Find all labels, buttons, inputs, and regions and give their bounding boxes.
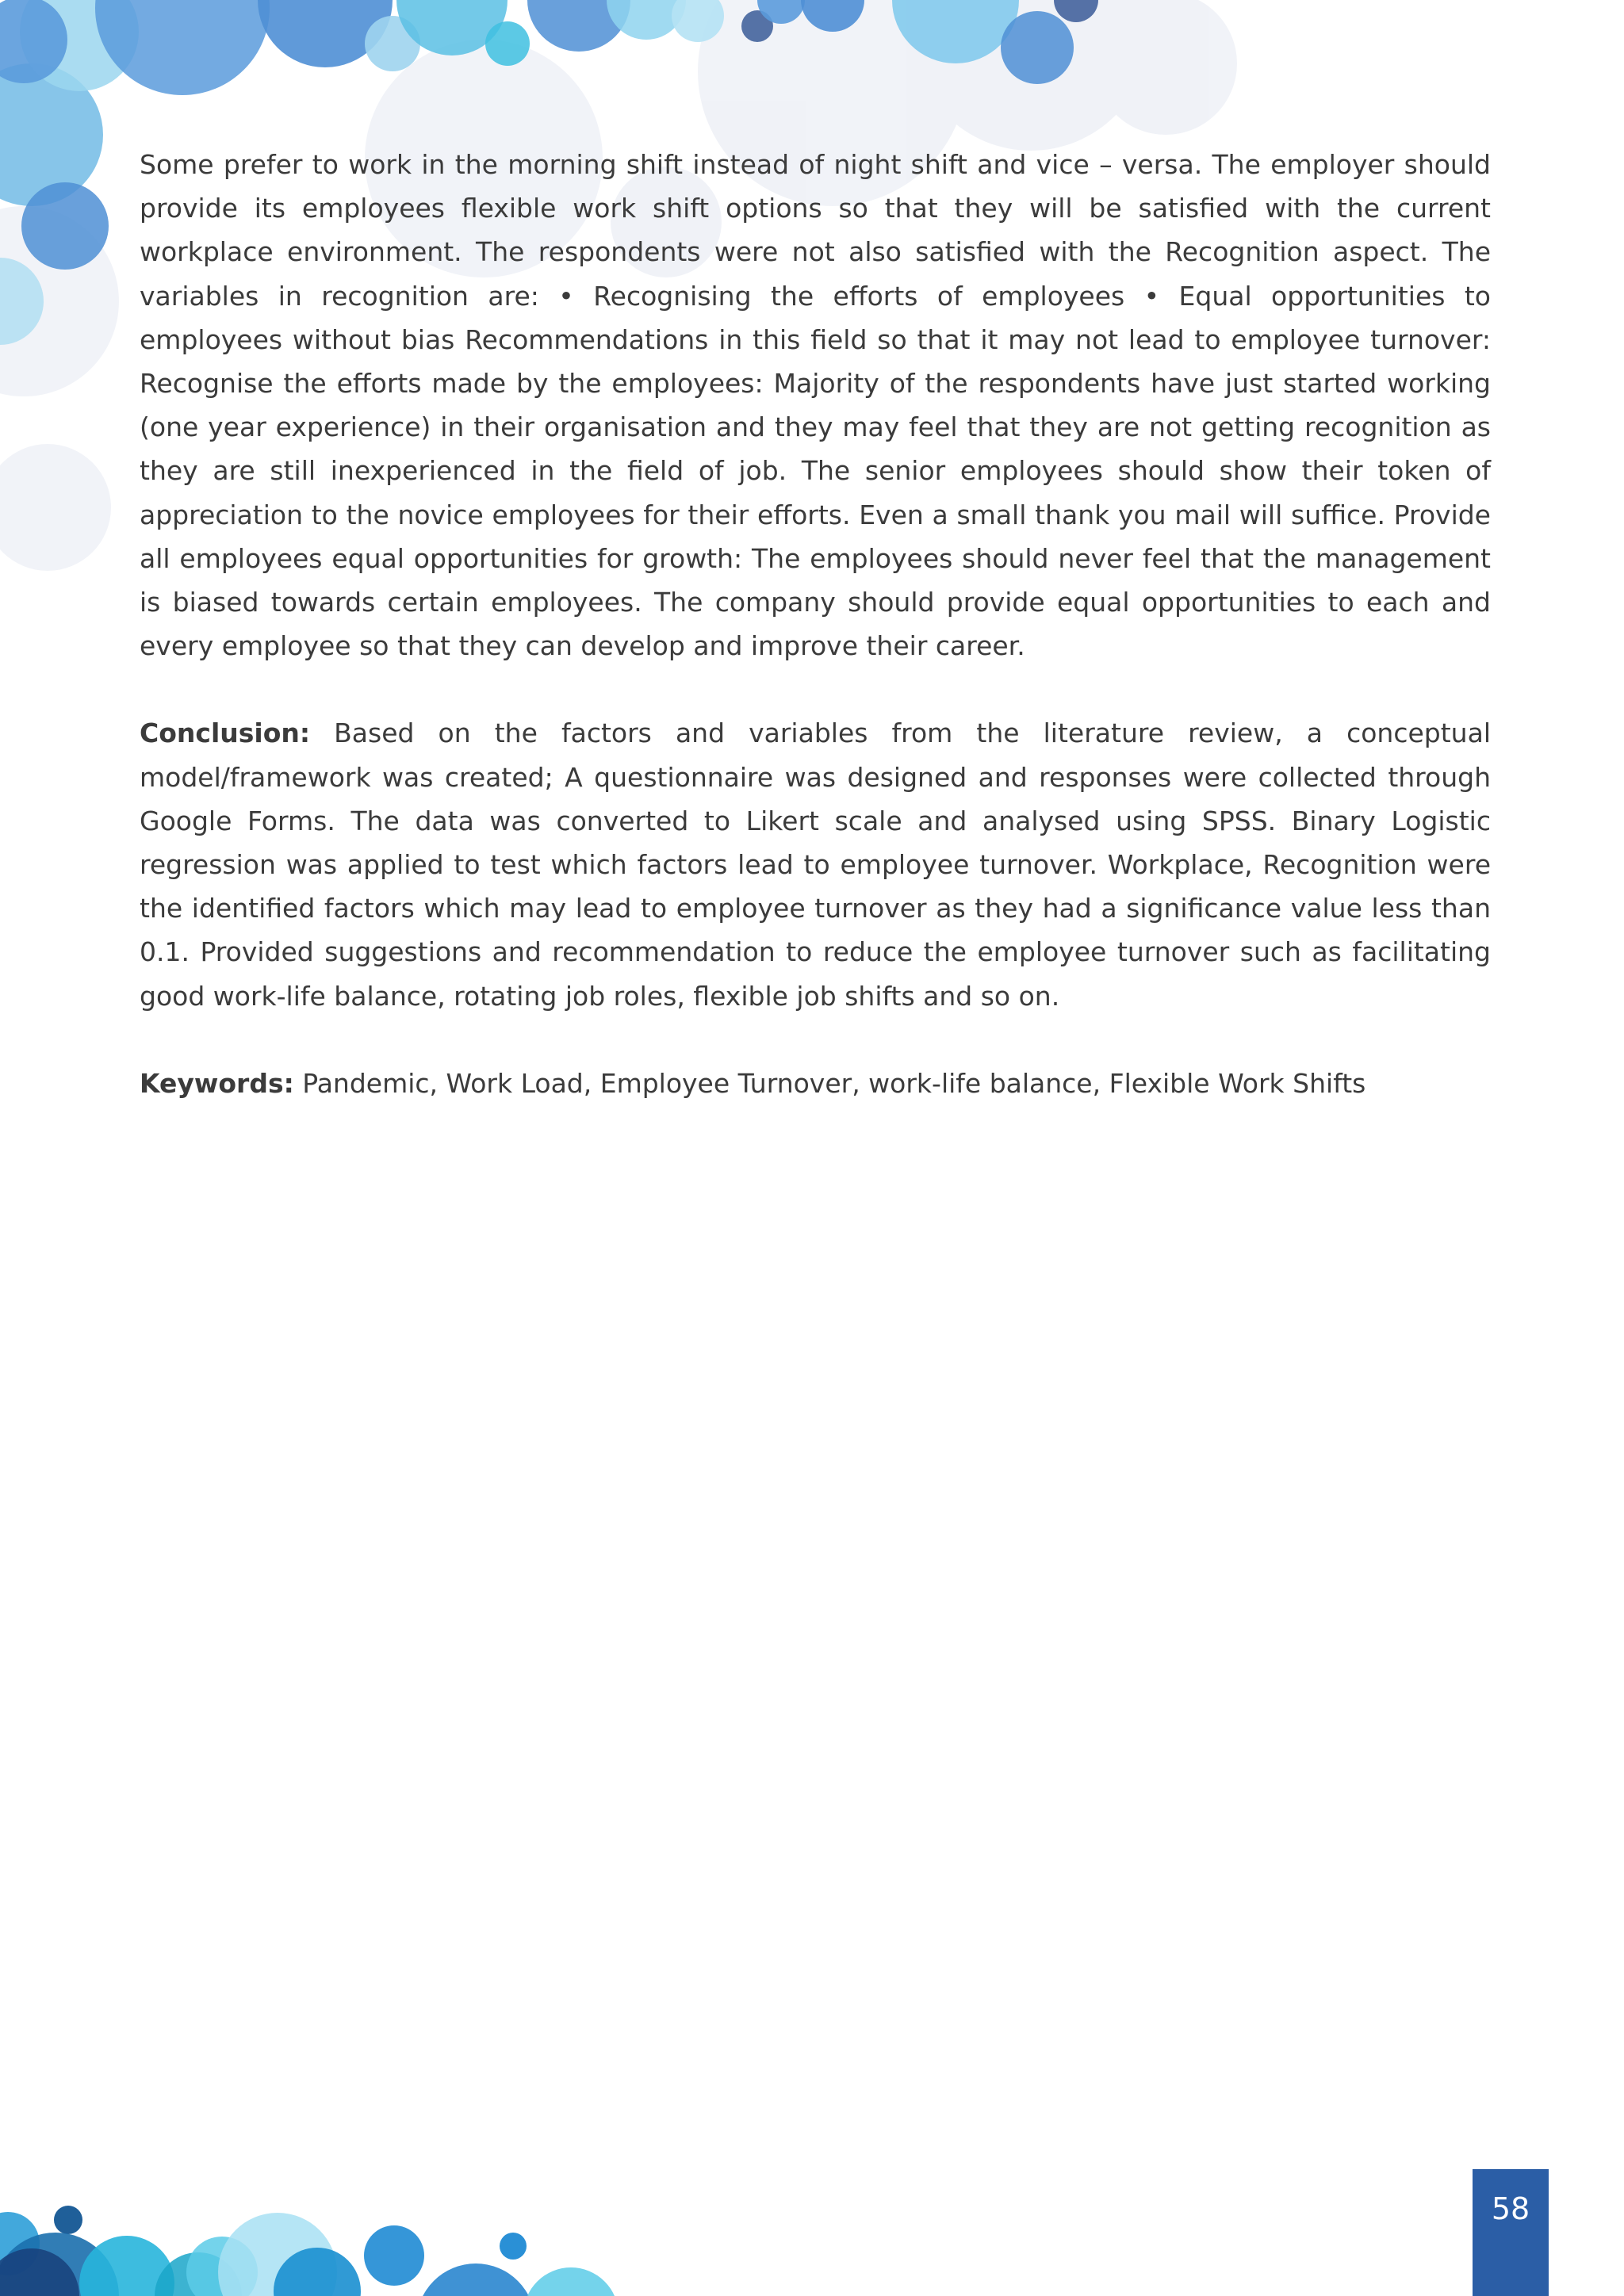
keywords-text: Pandemic, Work Load, Employee Turnover, work-life balance, Flexible Work Shifts	[302, 1067, 1366, 1099]
keywords-label: Keywords:	[140, 1067, 294, 1099]
paragraph-spacer	[140, 1018, 1491, 1062]
conclusion-label: Conclusion:	[140, 718, 311, 749]
paragraph-spacer	[140, 668, 1491, 711]
conclusion-paragraph	[140, 711, 1491, 1017]
keywords-paragraph	[140, 1062, 1491, 1105]
conclusion-text: Based on the factors and variables from the literature review, a conceptual model/framework was created; A questionnaire was designed and responses were collected through Google Forms. The data was converted to Likert scale and analysed using SPSS. Binary Logistic regression was applied to test which factors lead to employee turnover. Workplace, Recognition were the identified factors which may lead to employee turnover as they had a significance value less than 0.1. Provided suggestions and recommendation to reduce the employee turnover such as facilitating good work-life balance, rotating job roles, flexible job shifts and so on.	[140, 718, 1491, 1012]
page-number: 58	[1491, 2191, 1530, 2226]
body-paragraph: Some prefer to work in the morning shift instead of night shift and vice – versa. The employer should provide its employees flexible work shift options so that they will be satisfied with the current workplace environment. The respondents were not also satisfied with the Recognition aspect. The variables in recognition are: • Recognising the efforts of employees • Equal opportunities to employees without bias Recommendations in this field so that it may not lead to employee turnover: Recognise the efforts made by the employees: Majority of the respondents have just started working (one year experience) in their organisation and they may feel that they are not getting recognition as they are still inexperienced in the field of job. The senior employees should show their token of appreciation to the novice employees for their efforts. Even a small thank you mail will suffice. Provide all employees equal opportunities for growth: The employees should never feel that the management is biased towards certain employees. The company should provide equal opportunities to each and every employee so that they can develop and improve their career.	[140, 149, 1491, 662]
article-body	[140, 143, 1491, 1105]
page-number-badge	[1473, 2169, 1549, 2296]
bottom-bubble-cluster	[0, 2206, 619, 2296]
